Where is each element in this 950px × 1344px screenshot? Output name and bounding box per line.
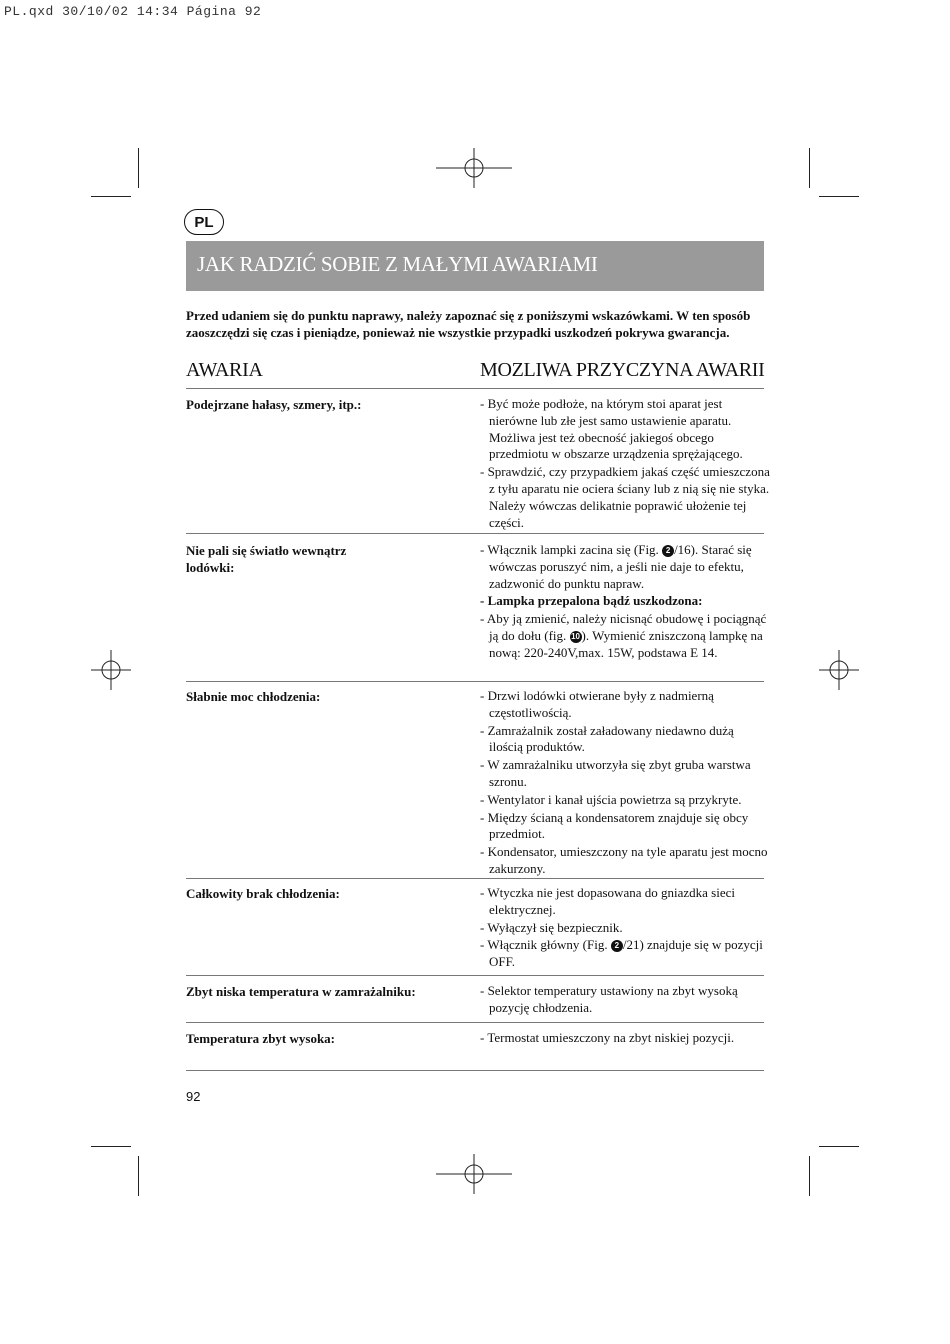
column-header-fault: AWARIA <box>186 359 263 381</box>
cause-item: - Kondensator, umieszczony na tyle aparatu jest mocno zakurzony. <box>480 844 768 876</box>
fault-label: Słabnie moc chłodzenia: <box>186 689 321 704</box>
cause-text: - Włącznik lampki zacina się (Fig. <box>480 542 663 557</box>
figure-number-icon: 2 <box>662 545 674 557</box>
fault-label: Temperatura zbyt wysoka: <box>186 1031 336 1046</box>
crop-mark <box>138 148 139 188</box>
registration-mark-icon <box>91 650 131 690</box>
cause-item: - Wentylator i kanał ujścia powietrza są przykryte. <box>480 791 742 807</box>
divider <box>186 681 764 682</box>
cause-item: - Być może podłoże, na którym stoi aparat jest nierówne lub złe jest samo ustawienie aparatu. Możliwa jest też obecność jakiegoś obcego przedmiotu w obszarze urządzenia sprężającego. <box>480 396 743 462</box>
cause-list <box>480 983 770 1018</box>
crop-mark <box>138 1156 139 1196</box>
fault-label: Całkowity brak chłodzenia: <box>186 886 340 901</box>
crop-mark <box>809 148 810 188</box>
divider <box>186 975 764 976</box>
cause-item: - W zamrażalniku utworzyła się zbyt gruba warstwa szronu. <box>480 757 751 789</box>
cause-list <box>480 885 770 972</box>
cause-item: - Sprawdzić, czy przypadkiem jakaś część umieszczona z tyłu aparatu nie ociera ściany lub z nią się nie styka. Należy wówczas delikatnie poprawić ułożenie tej części. <box>480 464 770 530</box>
crop-mark <box>91 1146 131 1147</box>
cause-item: - Zamrażalnik został załadowany niedawno dużą ilością produktów. <box>480 722 734 755</box>
cause-text: /16). Starać się wówczas poruszyć nim, a jeśli nie daje to efektu, zadzwonić do punktu napraw. <box>489 542 752 591</box>
figure-number-icon: 10 <box>571 632 580 641</box>
cause-text: ). Wymienić zniszczoną lampkę na nową: 220-240V,max. 15W, podstawa E 14. <box>489 627 763 660</box>
cause-item: - Termostat umieszczony na zbyt niskiej pozycji. <box>480 1030 735 1045</box>
cause-item: - Wtyczka nie jest dopasowana do gniazdka sieci elektrycznej. <box>480 885 735 917</box>
divider <box>186 878 764 879</box>
cause-item <box>480 937 770 971</box>
page-title: JAK RADZIĆ SOBIE Z MAŁYMI AWARIAMI <box>197 252 598 276</box>
cause-item: - Wyłączył się bezpiecznik. <box>480 919 623 935</box>
cause-list <box>480 396 770 532</box>
intro-paragraph: Przed udaniem się do punktu naprawy, należy zapoznać się z poniższymi wskazówkami. W ten sposób zaoszczędzi się czas i pieniądze, ponieważ nie wszystkie przypadki uszkodzeń pokrywa gwarancja. <box>186 308 751 340</box>
cause-list <box>480 542 770 663</box>
fault-label: Nie pali się światło wewnątrz lodówki: <box>186 543 347 575</box>
crop-mark <box>819 1146 859 1147</box>
divider <box>186 388 764 389</box>
divider <box>186 1070 764 1071</box>
cause-item: - Drzwi lodówki otwierane były z nadmierną częstotliwością. <box>480 688 714 720</box>
cause-text: - Aby ją zmienić, należy nicisnąć obudowę i pociągnąć ją do dołu (fig. <box>480 611 767 643</box>
divider <box>186 533 764 534</box>
language-badge: PL <box>184 209 224 235</box>
crop-mark <box>91 196 131 197</box>
registration-mark-icon <box>436 148 512 188</box>
cause-item <box>480 611 770 661</box>
fault-label: Zbyt niska temperatura w zamrażalniku: <box>186 984 416 999</box>
file-slug: PL.qxd 30/10/02 14:34 Página 92 <box>4 4 262 19</box>
page-number: 92 <box>186 1089 201 1104</box>
registration-mark-icon <box>436 1154 512 1194</box>
cause-item <box>480 542 770 592</box>
cause-item: - Między ścianą a kondensatorem znajduje się obcy przedmiot. <box>480 809 749 842</box>
cause-list <box>480 1030 770 1048</box>
cause-item: - Lampka przepalona bądź uszkodzona: <box>480 593 703 609</box>
fault-label: Podejrzane hałasy, szmery, itp.: <box>186 397 362 412</box>
cause-text: - Włącznik główny (Fig. <box>480 937 611 953</box>
crop-mark <box>819 196 859 197</box>
registration-mark-icon <box>819 650 859 690</box>
cause-list <box>480 688 770 879</box>
cause-item: - Selektor temperatury ustawiony na zbyt wysoką pozycję chłodzenia. <box>480 983 738 1015</box>
column-header-cause: MOZLIWA PRZYCZYNA AWARII <box>480 359 765 381</box>
divider <box>186 1022 764 1023</box>
figure-number-icon: 2 <box>611 940 623 952</box>
cause-text: /21) znajduje się w pozycji OFF. <box>489 937 763 970</box>
crop-mark <box>809 1156 810 1196</box>
title-bar <box>186 241 764 291</box>
